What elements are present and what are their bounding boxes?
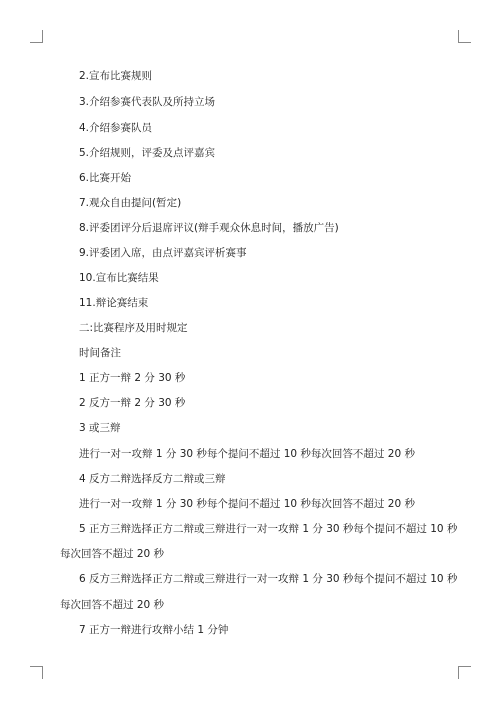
procedure-line-4: 4 反方二辩选择反方二辩或三辩: [79, 473, 226, 485]
agenda-item-9: 9.评委团入席，由点评嘉宾评析赛事: [79, 247, 247, 259]
procedure-line-2: 2 反方一辩 2 分 30 秒: [79, 397, 186, 409]
agenda-item-8: 8.评委团评分后退席评议(辩手观众休息时间，播放广告): [79, 222, 339, 234]
procedure-line-4-detail: 进行一对一攻辩 1 分 30 秒每个提问不超过 10 秒每次回答不超过 20 秒: [79, 498, 415, 510]
agenda-item-2: 2.宣布比赛规则: [79, 70, 153, 82]
procedure-line-5-continuation: 每次回答不超过 20 秒: [60, 548, 165, 560]
agenda-item-7: 7.观众自由提问(暂定): [79, 197, 182, 209]
page-corner-mark-top-left: [30, 30, 43, 43]
section-heading: 二:比赛程序及用时规定: [79, 322, 188, 334]
agenda-item-11: 11.辩论赛结束: [79, 297, 149, 309]
page-corner-mark-bottom-left: [30, 666, 43, 679]
agenda-item-3: 3.介绍参赛代表队及所持立场: [79, 96, 216, 108]
page-corner-mark-bottom-right: [458, 666, 471, 679]
agenda-item-10: 10.宣布比赛结果: [79, 272, 159, 284]
procedure-line-7: 7 正方一辩进行攻辩小结 1 分钟: [79, 624, 229, 636]
procedure-line-6: 6 反方三辩选择正方二辩或三辩进行一对一攻辩 1 分 30 秒每个提问不超过 10 秒: [79, 573, 458, 585]
time-note-heading: 时间备注: [79, 347, 121, 359]
procedure-line-5: 5 正方三辩选择正方二辩或三辩进行一对一攻辩 1 分 30 秒每个提问不超过 10 秒: [79, 523, 458, 535]
agenda-item-6: 6.比赛开始: [79, 172, 132, 184]
procedure-line-1: 1 正方一辩 2 分 30 秒: [79, 372, 186, 384]
procedure-line-3-detail: 进行一对一攻辩 1 分 30 秒每个提问不超过 10 秒每次回答不超过 20 秒: [79, 448, 415, 460]
agenda-item-5: 5.介绍规则，评委及点评嘉宾: [79, 147, 216, 159]
page-corner-mark-top-right: [458, 30, 471, 43]
agenda-item-4: 4.介绍参赛队员: [79, 122, 153, 134]
procedure-line-6-continuation: 每次回答不超过 20 秒: [60, 599, 165, 611]
procedure-line-3: 3 或三辩: [79, 422, 121, 434]
